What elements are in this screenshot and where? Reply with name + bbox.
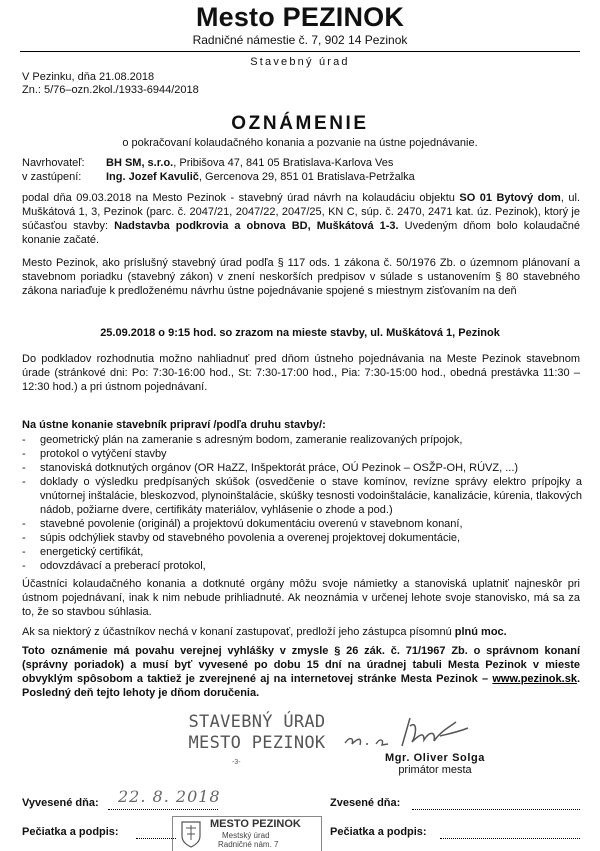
public-notice-paragraph xyxy=(22,644,580,700)
city-address: Radničné námestie č. 7, 902 14 Pezinok xyxy=(192,33,408,47)
list-item: - stanoviská dotknutých orgánov (OR HaZZ, Inšpektorát práce, OÚ Pezinok – OSŽP-OH, RÚVZ, ...) xyxy=(22,461,582,475)
para-text: Ak sa niektorý z účastníkov nechá v konaní zastupovať, predloží jeho zástupca písomnú xyxy=(22,626,455,638)
posted-date-handwritten: 22. 8. 2018 xyxy=(118,787,221,806)
party-name: BH SM, s.r.o. xyxy=(106,157,174,169)
list-item-text: stanoviská dotknutých orgánov (OR HaZZ, Inšpektorát práce, OÚ Pezinok – OSŽP-OH, RÚVZ, ...) xyxy=(40,462,519,474)
document-subtitle: o pokračovaní kolaudačného konania a pozvanie na ústne pojednávanie. xyxy=(122,137,478,149)
seal-signature-line-right xyxy=(440,838,580,839)
seal-office: Mestský úrad xyxy=(222,831,270,840)
list-item-text: súpis odchýliek stavby od stavebného povolenia a overenej projektovej dokumentácie, xyxy=(40,532,461,544)
party-applicant xyxy=(22,156,415,170)
party-name: Ing. Jozef Kavulič xyxy=(106,171,199,183)
list-item-text: protokol o vytýčení stavby xyxy=(40,448,167,460)
party-representative xyxy=(22,170,415,184)
stamp-number: -3- xyxy=(232,759,241,766)
list-item: - stavebné povolenie (originál) a projektovú dokumentáciu overenú v stavebnom konaní, xyxy=(22,517,582,531)
list-item-text: odovzdávací a preberací protokol, xyxy=(40,560,206,572)
list-item-text: energetický certifikát, xyxy=(40,546,144,558)
posted-date-line xyxy=(108,809,218,810)
stamp-line: STAVEBNÝ ÚRAD xyxy=(188,712,326,732)
list-item: - geometrický plán na zameranie s adresným bodom, zameranie realizovaných prípojok, xyxy=(22,433,582,447)
objections-paragraph: Účastníci kolaudačného konania a dotknuté orgány môžu svoje námietky a stanoviská uplatniť najneskôr pri ústnom pojednávaní, inak k nim nebude prihliadnuté. Ak neoznámia v určenej lehote svoje stanovisko, má sa za to, že so stavbou súhlasia. xyxy=(22,578,580,618)
seal-signature-line-left xyxy=(136,838,176,839)
city-title: Mesto PEZINOK xyxy=(195,2,405,32)
signer-name: Mgr. Oliver Solga xyxy=(384,752,486,764)
list-item: - energetický certifikát, xyxy=(22,545,582,559)
para-text: . Posledný deň tejto lehoty je dňom doručenia. xyxy=(22,673,580,699)
hearing-date-line: 25.09.2018 o 9:15 hod. so zrazom na mieste stavby, ul. Muškátová 1, Pezinok xyxy=(100,327,500,339)
para-text: podal dňa 09.03.2018 na Mesto Pezinok - stavebný úrad návrh na kolaudáciu objektu xyxy=(22,192,460,204)
office-name: Stavebný úrad xyxy=(250,56,350,68)
signature-mark xyxy=(340,708,490,753)
list-heading: Na ústne konanie stavebník pripraví /podľa druhu stavby/: xyxy=(22,419,326,431)
date-line: V Pezinku, dňa 21.08.2018 xyxy=(22,71,155,83)
list-item: - protokol o vytýčení stavby xyxy=(22,447,582,461)
seal-title: MESTO PEZINOK xyxy=(210,818,301,830)
list-item: - súpis odchýliek stavby od stavebného povolenia a overenej projektovej dokumentácie, xyxy=(22,531,582,545)
city-seal xyxy=(172,816,322,850)
construction-name: Nadstavba podkrovia a obnova BD, Muškátová 1-3. xyxy=(114,220,399,232)
list-item: - odovzdávací a preberací protokol, xyxy=(22,559,582,573)
party-label: v zastúpení: xyxy=(22,171,82,183)
building-object: SO 01 Bytový dom xyxy=(459,192,561,204)
list-item-text: doklady o výsledku predpísaných skúšok (osvedčenie o stave komínov, revízne správy elektro prípojky a vnútornej inštalácie, bleskozvod, plynoinštalácie, skúšky tesnosti vodoinštalácie, kanalizácie, kúrenia, tlakových nádob, požiarne dvere, certifikáty materiálov, vyhlásenie o zhode a pod.) xyxy=(40,476,582,516)
signer-block xyxy=(370,752,500,776)
parties-block xyxy=(22,156,415,184)
document-title: OZNÁMENIE xyxy=(231,113,369,134)
office-stamp xyxy=(162,712,352,754)
signer-role: primátor mesta xyxy=(398,764,472,776)
requirements-list xyxy=(22,418,582,573)
reference-number: Zn.: 5/76–ozn.2kol./1933-6944/2018 xyxy=(22,84,199,96)
list-item-text: stavebné povolenie (originál) a projektovú dokumentáciu overenú v stavebnom konaní, xyxy=(40,518,463,530)
website-link[interactable]: www.pezinok.sk xyxy=(492,673,577,685)
party-label: Navrhovateľ: xyxy=(22,157,85,169)
legal-basis-paragraph: Mesto Pezinok, ako príslušný stavebný úrad podľa § 117 ods. 1 zákona č. 50/1976 Zb. o územnom plánovaní a stavebnom poriadku (stavebný zákon) v znení neskorších predpisov v súlade s ustanovením § 80 stavebného zákona nariaďuje k predloženému návrhu ústne pojednávanie spojené s miestnym zisťovaním na deň xyxy=(22,257,580,297)
seal-signature-label-right: Pečiatka a podpis: xyxy=(330,826,427,838)
removed-label: Zvesené dňa: xyxy=(330,797,401,809)
para-text: Toto oznámenie má povahu verejnej vyhlášky v zmysle § 26 zák. č. 71/1967 Zb. o správnom konaní (správny poriadok) a musí byť vyvesené po dobu 15 dní na úradnej tabuli Mesta Pezinok v mieste obvyklým spôsobom a taktiež je zverejnené aj na internetovej stránke Mesta Pezinok – xyxy=(22,645,580,685)
para-text: Uvedeným dňom bolo kolaudačné konanie začaté. xyxy=(22,220,580,246)
party-address: , Pribišova 47, 841 05 Bratislava-Karlova Ves xyxy=(173,157,394,169)
seal-street: Radničné nám. 7 xyxy=(218,840,279,849)
representation-paragraph xyxy=(22,625,580,639)
seal-signature-label-left: Pečiatka a podpis: xyxy=(22,826,119,838)
list-item: - doklady o výsledku predpísaných skúšok (osvedčenie o stave komínov, revízne správy elektro prípojky a vnútornej inštalácie, bleskozvod, plynoinštalácie, skúšky tesnosti vodoinštalácie, kanalizácie, kúrenia, tlakových nádob, požiarne dvere, certifikáty materiálov, vyhlásenie o zhode a pod.) xyxy=(22,476,582,516)
application-paragraph xyxy=(22,191,580,247)
para-text: , ul. Muškátová 1, 3, Pezinok (parc. č. 2047/21, 2047/22, 2047/25, KN C, súp. č. 2470, 2471 kat. úz. Pezinok), ktorý je súčasťou stavby: xyxy=(22,192,580,232)
header-divider xyxy=(20,51,580,52)
documents-inspection-paragraph: Do podkladov rozhodnutia možno nahliadnuť pred dňom ústneho pojednávania na Mestе Pezinok stavebnom úrade (stránkové dni: Po: 7:30-16:00 hod., St: 7:30-17:00 hod., Pia: 7:30-15:00 hod., obedná prestávka 11:30 – 12:30 hod.) a pri ústnom pojednávaní. xyxy=(22,353,580,393)
coat-of-arms-icon xyxy=(180,820,202,848)
stamp-line: MESTO PEZINOK xyxy=(188,733,326,753)
power-of-attorney: plnú moc. xyxy=(454,626,507,638)
removed-date-line xyxy=(412,809,580,810)
list-item-text: geometrický plán na zameranie s adresným bodom, zameranie realizovaných prípojok, xyxy=(40,434,463,446)
party-address: , Gercenova 29, 851 01 Bratislava-Petržalka xyxy=(198,171,415,183)
posted-label: Vyvesené dňa: xyxy=(22,797,99,809)
